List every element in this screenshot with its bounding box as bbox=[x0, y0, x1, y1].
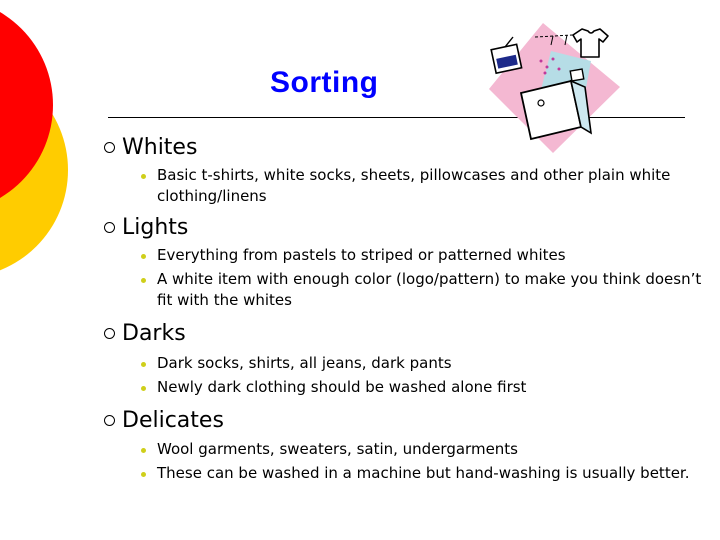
section-heading: Lights bbox=[122, 214, 189, 240]
list-item bbox=[104, 269, 704, 311]
slide-title: Sorting bbox=[270, 66, 379, 99]
dot-bullet-icon bbox=[141, 362, 146, 367]
section-darks bbox=[104, 318, 704, 398]
list-item-text: These can be washed in a machine but hand-washing is usually better. bbox=[157, 464, 690, 482]
ring-bullet-icon bbox=[104, 222, 115, 233]
list-item bbox=[104, 165, 704, 207]
ring-bullet-icon bbox=[104, 142, 115, 153]
list-item bbox=[104, 463, 704, 484]
list-item bbox=[104, 377, 704, 398]
ring-bullet-icon bbox=[104, 328, 115, 339]
section-delicates bbox=[104, 405, 704, 484]
dot-bullet-icon bbox=[141, 278, 146, 283]
dot-bullet-icon bbox=[141, 254, 146, 259]
section-heading: Whites bbox=[122, 134, 198, 160]
list-item-text: Newly dark clothing should be washed alone first bbox=[157, 378, 527, 396]
sorting-list bbox=[104, 132, 704, 484]
list-item-text: Dark socks, shirts, all jeans, dark pants bbox=[157, 354, 452, 372]
list-item bbox=[104, 439, 704, 460]
list-item-text: A white item with enough color (logo/pattern) to make you think doesn’t fit with the whites bbox=[157, 270, 702, 309]
dot-bullet-icon bbox=[141, 174, 146, 179]
list-item-text: Everything from pastels to striped or patterned whites bbox=[157, 246, 566, 264]
list-item bbox=[104, 245, 704, 266]
section-heading: Delicates bbox=[122, 407, 224, 433]
ring-bullet-icon bbox=[104, 415, 115, 426]
dot-bullet-icon bbox=[141, 472, 146, 477]
list-item bbox=[104, 353, 704, 374]
list-item-text: Wool garments, sweaters, satin, undergarments bbox=[157, 440, 518, 458]
section-heading: Darks bbox=[122, 320, 186, 346]
section-lights bbox=[104, 212, 704, 311]
dot-bullet-icon bbox=[141, 386, 146, 391]
section-whites bbox=[104, 132, 704, 207]
list-item-text: Basic t-shirts, white socks, sheets, pillowcases and other plain white clothing/linens bbox=[157, 166, 671, 205]
dot-bullet-icon bbox=[141, 448, 146, 453]
decorative-circles bbox=[0, 0, 80, 300]
